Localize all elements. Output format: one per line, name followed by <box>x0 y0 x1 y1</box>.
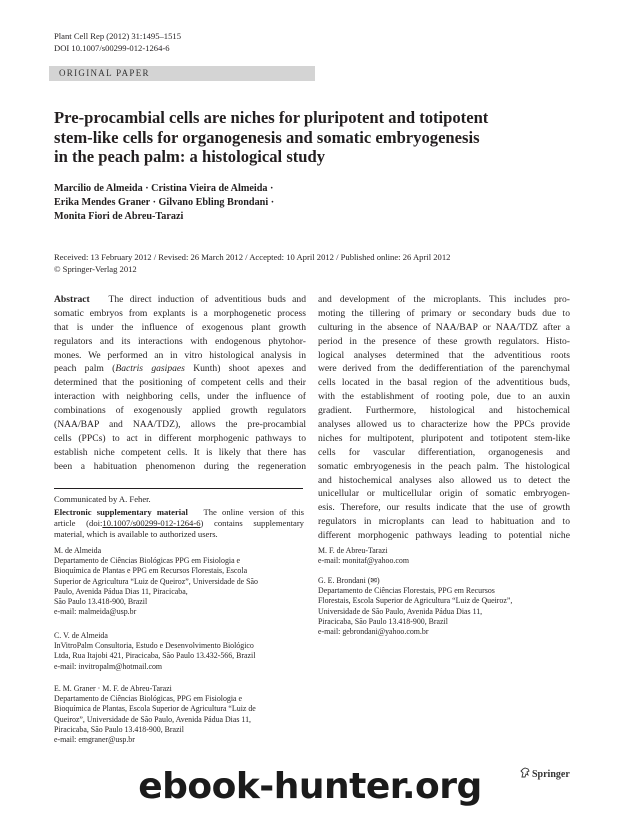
affiliation-line: Bioquímica de Plantas e PPG em Recursos Florestais, Escola <box>54 566 248 576</box>
abstract-line: niches for multipotent, pluripotent and totipotent stem-like <box>318 432 570 444</box>
abstract-line: somatic embryos from explants is a morphogenetic process <box>54 307 306 319</box>
abstract-line: and development of the microplants. This includes pro- <box>318 294 570 305</box>
abstract-line: (NAA/BAP and NAA/TDZ), allows the pre-procambial <box>54 419 306 431</box>
affiliation-line: Bioquímica de Plantas, Escola Superior de Agricultura “Luiz de <box>54 704 256 714</box>
abstract-line: unicellular or multicellular origin of somatic embryogen- <box>318 488 570 500</box>
abstract-line: moting the tillering of primary or secondary buds due to <box>318 307 570 319</box>
affiliation-line: Departamento de Ciências Biológicas, PPG em Fisiologia e <box>54 694 243 704</box>
supplementary-doi-link[interactable]: 10.1007/s00299-012-1264-6 <box>102 518 201 528</box>
affiliation-email[interactable]: e-mail: malmeida@usp.br <box>54 607 137 617</box>
affiliation-email[interactable]: e-mail: gebrondani@yahoo.com.br <box>318 627 429 637</box>
abstract-line: esis. Therefore, our results indicate that the use of growth <box>318 502 570 514</box>
abstract-line: regulators and its interactions with endogenous phytohor- <box>54 335 306 347</box>
abstract-line: determined that the positioning of competent cells and their <box>54 377 306 389</box>
abstract-text: Kunth) shoot apexes and <box>184 363 306 375</box>
publication-dates <box>54 252 450 275</box>
communicated-by: Communicated by A. Feher. <box>54 494 151 504</box>
watermark: ebook-hunter.org <box>138 766 482 807</box>
abstract-line: analyses allowed us to characterize how the PPCs provide <box>318 419 570 431</box>
abstract-line: mones. We performed an in vitro histological analysis in <box>54 349 306 361</box>
author-list <box>54 182 514 224</box>
affiliation-line: Queiroz”, Universidade de São Paulo, Avenida Pádua Dias 11, <box>54 714 251 724</box>
esm-text: article (doi: <box>54 518 103 528</box>
supplementary-note <box>54 507 304 540</box>
article-title <box>54 108 534 167</box>
affiliation-name: M. F. de Abreu-Tarazi <box>318 546 388 555</box>
esm-label: Electronic supplementary material <box>54 507 188 517</box>
affiliation-line: Piracicaba, São Paulo 13.418-900, Brazil <box>318 616 448 626</box>
affiliation-line: Paulo, Avenida Pádua Dias 11, Piracicaba, <box>54 586 188 596</box>
affiliation-name: M. de Almeida <box>54 546 102 555</box>
footnote-divider <box>54 488 303 489</box>
abstract-line: cells for vascular differentiation, organogenesis and <box>318 446 570 458</box>
copyright: © Springer-Verlag 2012 <box>54 263 137 274</box>
section-bar <box>49 66 315 81</box>
affiliation-line: Departamento de Ciências Biológicas PPG em Fisiologia e <box>54 556 241 566</box>
abstract-line: and histochemical analyses also allowed us to detect the <box>318 474 570 486</box>
abstract-line: cells located in the basal region of the adventitious buds, <box>318 377 570 389</box>
esm-line <box>54 507 304 518</box>
journal-header <box>54 31 181 54</box>
title-line: Pre-procambial cells are niches for pluripotent and totipotent <box>54 108 489 127</box>
affiliation-line: Ltda, Rua Itajobi 421, Piracicaba, São Paulo 13.432-566, Brazil <box>54 651 256 661</box>
title-line: stem-like cells for organogenesis and somatic embryogenesis <box>54 127 480 147</box>
affiliation-almeida-m <box>54 546 306 617</box>
species-name: Bactris gasipaes <box>115 363 185 375</box>
affiliation-brondani <box>318 576 570 637</box>
abstract-first-line <box>54 293 306 307</box>
affiliation-name: G. E. Brondani (✉) <box>318 576 380 585</box>
affiliation-line: São Paulo 13.418-900, Brazil <box>54 597 148 607</box>
author-line: Monita Fiori de Abreu-Tarazi <box>54 211 184 222</box>
affiliation-almeida-cv <box>54 631 306 672</box>
affiliation-email[interactable]: e-mail: invitropalm@hotmail.com <box>54 661 163 671</box>
abstract-right-column <box>318 293 570 543</box>
abstract-line: somatic embryogenesis in the peach palm. The histological <box>318 460 570 472</box>
affiliation-line: Universidade de São Paulo, Avenida Pádua Dias 11, <box>318 606 483 616</box>
affiliation-name: C. V. de Almeida <box>54 631 108 640</box>
abstract-text: The direct induction of adventitious buds and <box>108 294 306 305</box>
abstract-line: regulators in microplants can lead to habituation and to <box>318 516 570 528</box>
affiliation-graner <box>54 684 306 745</box>
abstract-line: period in the presence of these growth regulators. Histo- <box>318 335 570 347</box>
author-line: Marcilio de Almeida · Cristina Vieira de Almeida · <box>54 183 274 194</box>
author-line: Erika Mendes Graner · Gilvano Ebling Brondani · <box>54 197 275 208</box>
affiliation-line: Departamento de Ciências Florestais, PPG em Recursos <box>318 586 495 596</box>
affiliation-line: Superior de Agricultura “Luiz de Queiroz”, Universidade de São <box>54 576 258 586</box>
history-dates: Received: 13 February 2012 / Revised: 26 March 2012 / Accepted: 10 April 2012 / Published online: 26 April 2012 <box>54 252 451 262</box>
abstract-line: that is under the influence of exogenous plant growth <box>54 321 306 333</box>
esm-line <box>54 518 304 529</box>
abstract-text: peach palm ( <box>54 363 116 375</box>
abstract-line: culturing in the absence of NAA/BAP or NAA/TDZ after a <box>318 321 570 333</box>
affiliation-email[interactable]: e-mail: monitaf@yahoo.com <box>318 556 409 566</box>
abstract-line: cells (PPCs) to act in different morphogenic pathways to <box>54 432 306 444</box>
abstract-line: were derived from the dedifferentiation of the parenchymal <box>318 363 570 375</box>
affiliation-line: Florestais, Escola Superior de Agricultura “Luiz de Queiroz”, <box>318 596 513 606</box>
abstract-species-line <box>54 362 306 376</box>
abstract-line: establish niche competent cells. It is likely that there has <box>54 446 306 458</box>
abstract-label: Abstract <box>54 294 90 305</box>
abstract-line: gradient. Furthermore, histological and histochemical <box>318 405 570 417</box>
abstract-line: logical analyses determined that the adventitious roots <box>318 349 570 361</box>
publisher-name: Springer <box>532 769 570 780</box>
affiliation-email[interactable]: e-mail: emgraner@usp.br <box>54 735 135 745</box>
abstract-line: interaction with neighboring cells, under the influence of <box>54 391 306 403</box>
affiliation-name: E. M. Graner · M. F. de Abreu-Tarazi <box>54 684 172 693</box>
journal-reference: Plant Cell Rep (2012) 31:1495–1515 <box>54 31 181 41</box>
esm-text: The online version of this <box>203 507 304 517</box>
section-label: ORIGINAL PAPER <box>59 68 150 78</box>
title-line: in the peach palm: a histological study <box>54 147 326 166</box>
affiliation-line: Piracicaba, São Paulo 13.418-900, Brazil <box>54 724 184 734</box>
doi: DOI 10.1007/s00299-012-1264-6 <box>54 42 170 53</box>
abstract-line: with the establishment of rooting pole, due to an auxin <box>318 391 570 403</box>
affiliation-abreu <box>318 546 570 566</box>
abstract-line: been a habituation phenomenon during the regeneration <box>54 460 306 472</box>
abstract-line: different morphogenic pathways leading to potential niche <box>318 530 570 542</box>
abstract-line: combinations of exogenously applied growth regulators <box>54 405 306 417</box>
esm-line: material, which is available to authorized users. <box>54 529 218 539</box>
esm-text: ) contains supplementary <box>200 518 304 528</box>
affiliation-line: InVitroPalm Consultoria, Estudo e Desenvolvimento Biológico <box>54 641 254 651</box>
abstract-left-column <box>54 293 306 474</box>
